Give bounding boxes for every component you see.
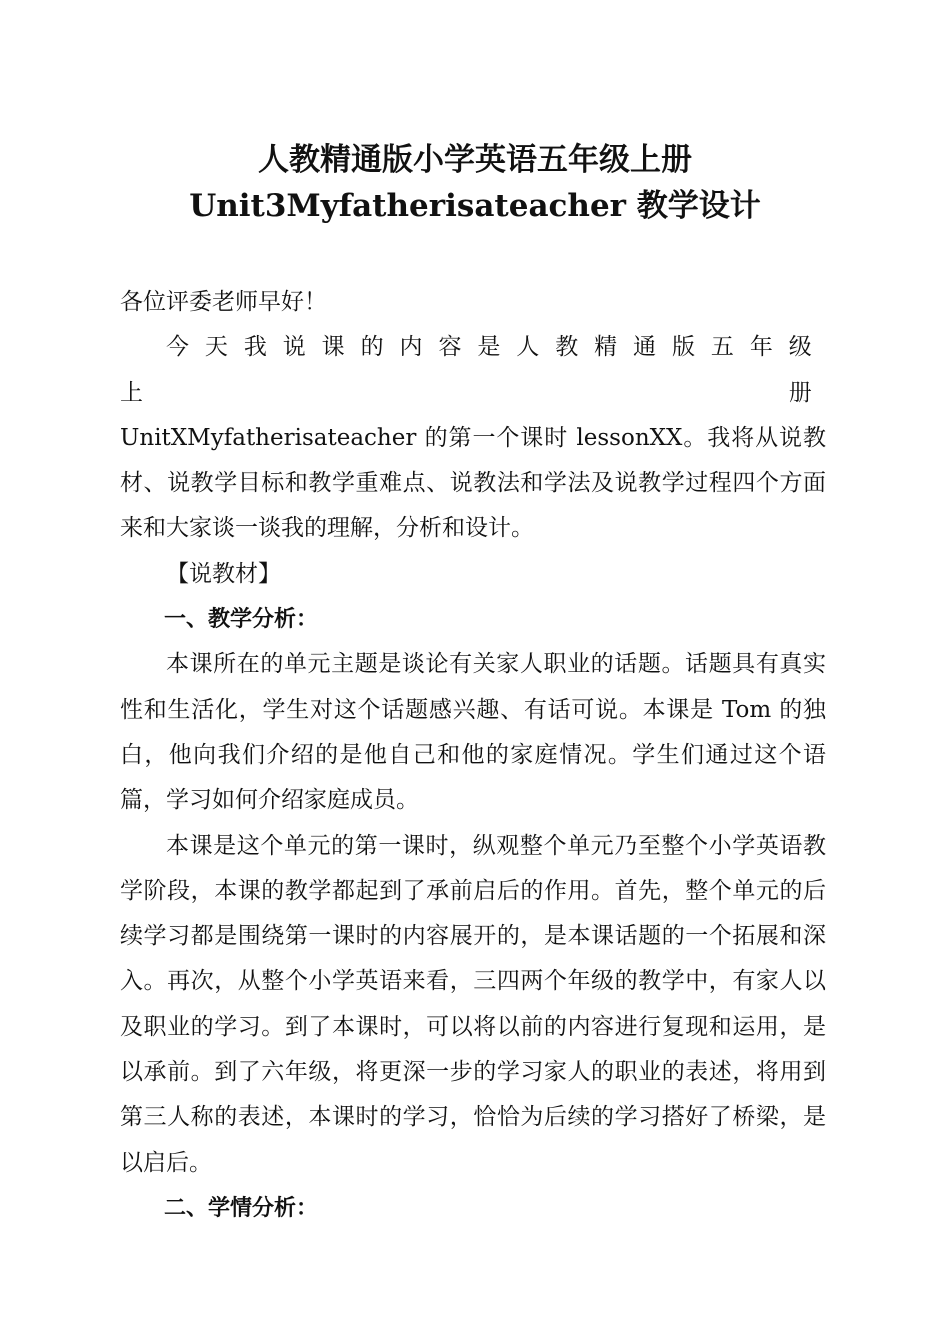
greeting-text: 各位评委老师早好！	[120, 289, 327, 315]
intro-paragraph-continued: UnitXMyfatherisateacher 的第一个课时 lessonXX。我将从说教材、说教学目标和教学重难点、说教法和学法及说教学过程四个方面来和大家谈一谈我的理解，分析和设计。	[120, 424, 826, 542]
document-title-line-1: 人教精通版小学英语五年级上册	[258, 142, 692, 178]
document-body	[120, 280, 826, 1231]
intro-paragraph-line-1: 今天我说课的内容是人教精通版五年级上册	[120, 334, 826, 406]
heading-learner-analysis: 二、学情分析：	[164, 1195, 319, 1221]
paragraph-unit-position: 本课是这个单元的第一课时，纵观整个单元乃至整个小学英语教学阶段，本课的教学都起到了承前启后的作用。首先，整个单元的后续学习都是围绕第一课时的内容展开的，是本课话题的一个拓展和深入。再次，从整个小学英语来看，三四两个年级的教学中，有家人以及职业的学习。到了本课时，可以将以前的内容进行复现和运用，是以承前。到了六年级，将更深一步的学习家人的职业的表述，将用到第三人称的表述，本课时的学习，恰恰为后续的学习搭好了桥梁，是以启后。	[120, 832, 826, 1176]
paragraph-teaching-analysis: 本课所在的单元主题是谈论有关家人职业的话题。话题具有真实性和生活化，学生对这个话题感兴趣、有话可说。本课是 Tom 的独白，他向我们介绍的是他自己和他的家庭情况。学生们通过这个语篇，学习如何介绍家庭成员。	[120, 651, 826, 814]
section-label: 【说教材】	[166, 560, 281, 587]
document-title-line-2: Unit3Myfatherisateacher 教学设计	[189, 188, 761, 224]
heading-teaching-analysis: 一、教学分析：	[164, 607, 319, 633]
